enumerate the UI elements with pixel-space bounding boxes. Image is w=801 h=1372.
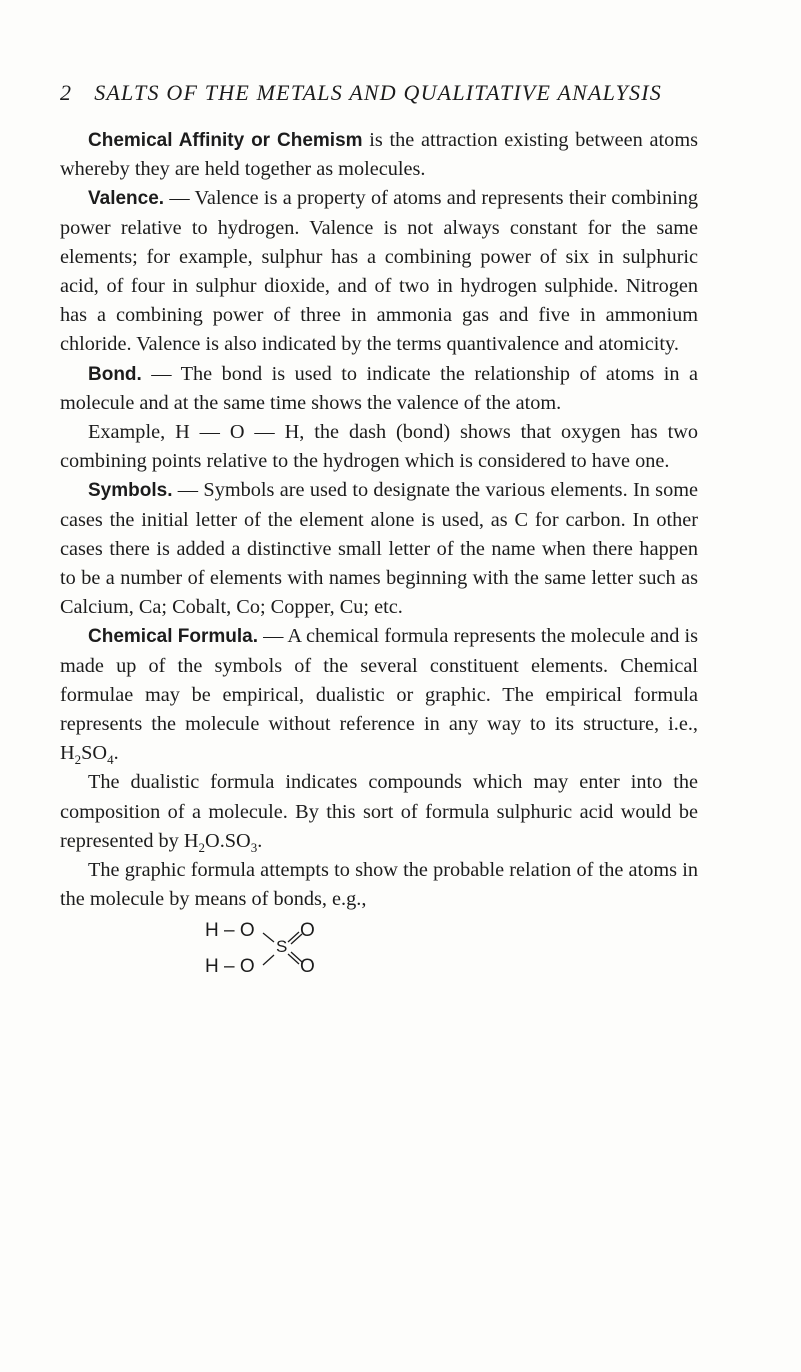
bond-top-right-2 [291,934,302,944]
formula-bottom-left: H – O [205,956,255,978]
paragraph-graphic: The graphic formula attempts to show the probable relation of the atoms in the molecule by means of bonds, e.g., [60,859,698,911]
paragraph-bond: Bond. — The bond is used to indicate the relationship of atoms in a molecule and at the same time shows the valence of the atom. [60,362,698,414]
bond-bottom-right-1 [288,954,299,964]
formula-center-sulphur: S [276,937,288,957]
formula-bonds [205,916,405,984]
running-header [60,80,700,106]
running-title: SALTS OF THE METALS AND QUALITATIVE ANALYSIS [94,80,662,105]
paragraph-chemical-formula: Chemical Formula. — A chemical formula represents the molecule and is made up of the symbols of the several constituent elements. Chemical formulae may be empirical, dualistic or graphic. The empirical formula represents the molecule without reference in any way to its structure, i.e., $H_2SO_4$. [60,625,698,768]
term-affinity: Chemical Affinity or Chemism [88,130,363,151]
formula-top-left: H – O [205,920,255,942]
paragraph-symbols: Symbols. — Symbols are used to designate the various elements. In some cases the initial letter of the element alone is used, as C for carbon. In other cases there is added a distinctive small letter of the name when there happen to be a number of elements with names beginning with the same letter such as Calcium, Ca; Cobalt, Co; Copper, Cu; etc. [60,479,698,619]
page-body [60,126,698,984]
term-symbols: Symbols. [88,480,173,502]
paragraph-affinity: Chemical Affinity or Chemism is the attraction existing between atoms whereby they are held together as molecules. [60,129,698,181]
bond-bottom-left [263,955,274,965]
paragraph-valence: Valence. — Valence is a property of atoms and represents their combining power relative to hydrogen. Valence is not always constant for the same elements; for example, sulphur has a combining power of six in sulphuric acid, of four in sulphur dioxide, and of two in hydrogen sulphide. Nitrogen has a combining power of three in ammonia gas and five in ammonium chloride. Valence is also indicated by the terms quantivalence and atomicity. [60,187,698,356]
page-number: 2 [60,80,73,105]
dualistic-formula: $H_2O.SO_3$. [183,829,263,855]
term-bond: Bond. [88,363,142,385]
term-chemical-formula: Chemical Formula. [88,626,259,648]
formula-top-right: O [300,920,315,942]
bond-top-right-1 [288,932,299,942]
paragraph-example: Example, H — O — H, the dash (bond) shows that oxygen has two combining points relative to the hydrogen which is considered to have one. [60,421,698,473]
paragraph-dualistic: The dualistic formula indicates compounds which may enter into the composition of a molecule. By this sort of formula sulphuric acid would be represented by $H_2O.SO_3$. [60,771,698,855]
graphic-formula-diagram [205,916,405,984]
term-valence: Valence. [88,188,165,210]
formula-bottom-right: O [300,956,315,978]
bond-bottom-right-2 [291,952,302,962]
bond-top-left [263,933,274,942]
empirical-formula: $H_2SO_4$. [60,742,119,768]
